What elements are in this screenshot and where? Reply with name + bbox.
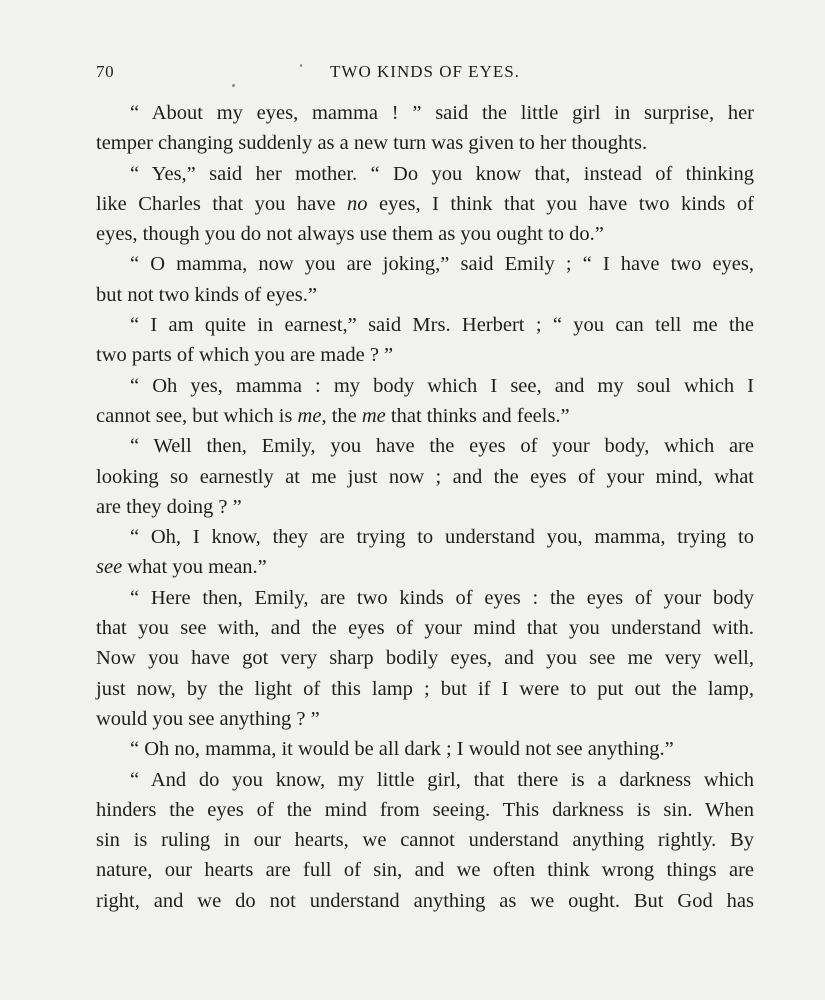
text-line: would you see anything ? ” bbox=[96, 707, 320, 730]
text-line: “ Here then, Emily, are two kinds of eyes : the eyes of your body bbox=[130, 586, 754, 609]
text-line: “ Yes,” said her mother. “ Do you know that, instead of thinking bbox=[130, 162, 754, 185]
text-line: Now you have got very sharp bodily eyes, and you see me very well, bbox=[96, 647, 754, 670]
text-line: “ O mamma, now you are joking,” said Emily ; “ I have two eyes, bbox=[130, 253, 754, 276]
text-line: just now, by the light of this lamp ; but if I were to put out the lamp, bbox=[96, 677, 754, 700]
text-line: “ Oh no, mamma, it would be all dark ; I would not see anything.” bbox=[130, 738, 674, 761]
text-line: two parts of which you are made ? ” bbox=[96, 344, 394, 367]
print-speck bbox=[300, 64, 302, 67]
emphasis: me bbox=[297, 404, 322, 427]
text-line: “ Oh, I know, they are trying to understand you, mamma, trying to bbox=[130, 526, 754, 549]
text-line: like Charles that you have no eyes, I think that you have two kinds of bbox=[96, 192, 754, 215]
text-line: nature, our hearts are full of sin, and we often think wrong things are bbox=[96, 859, 754, 882]
text-line: “ About my eyes, mamma ! ” said the little girl in surprise, her bbox=[130, 102, 754, 124]
emphasis: me bbox=[361, 404, 386, 427]
text-line: temper changing suddenly as a new turn was given to her thoughts. bbox=[96, 132, 648, 155]
page-number: 70 bbox=[96, 62, 115, 81]
text-line: looking so earnestly at me just now ; and the eyes of your mind, what bbox=[96, 465, 754, 488]
text-line: “ I am quite in earnest,” said Mrs. Herbert ; “ you can tell me the bbox=[130, 314, 754, 337]
running-head bbox=[96, 62, 754, 86]
emphasis: no bbox=[335, 192, 380, 215]
text-line: are they doing ? ” bbox=[96, 495, 242, 518]
emphasis: see bbox=[96, 556, 123, 579]
text-line: cannot see, but which is me, the me that thinks and feels.” bbox=[96, 404, 570, 427]
text-line: hinders the eyes of the mind from seeing. This darkness is sin. When bbox=[96, 798, 754, 821]
text-line: eyes, though you do not always use them as you ought to do.” bbox=[96, 223, 604, 246]
text-line: see what you mean.” bbox=[96, 556, 267, 579]
text-line: “ And do you know, my little girl, that there is a darkness which bbox=[130, 768, 754, 791]
body-text bbox=[96, 98, 754, 916]
text-line: right, and we do not understand anything as we ought. But God has bbox=[96, 889, 754, 912]
text-line: that you see with, and the eyes of your mind that you understand with. bbox=[96, 617, 754, 640]
text-line: sin is ruling in our hearts, we cannot understand anything rightly. By bbox=[96, 829, 754, 852]
print-speck bbox=[232, 84, 235, 87]
running-title: TWO KINDS OF EYES. bbox=[330, 62, 520, 81]
text-line: “ Well then, Emily, you have the eyes of your body, which are bbox=[130, 435, 754, 458]
text-line: but not two kinds of eyes.” bbox=[96, 283, 317, 306]
text-line: “ Oh yes, mamma : my body which I see, and my soul which I bbox=[130, 374, 754, 397]
